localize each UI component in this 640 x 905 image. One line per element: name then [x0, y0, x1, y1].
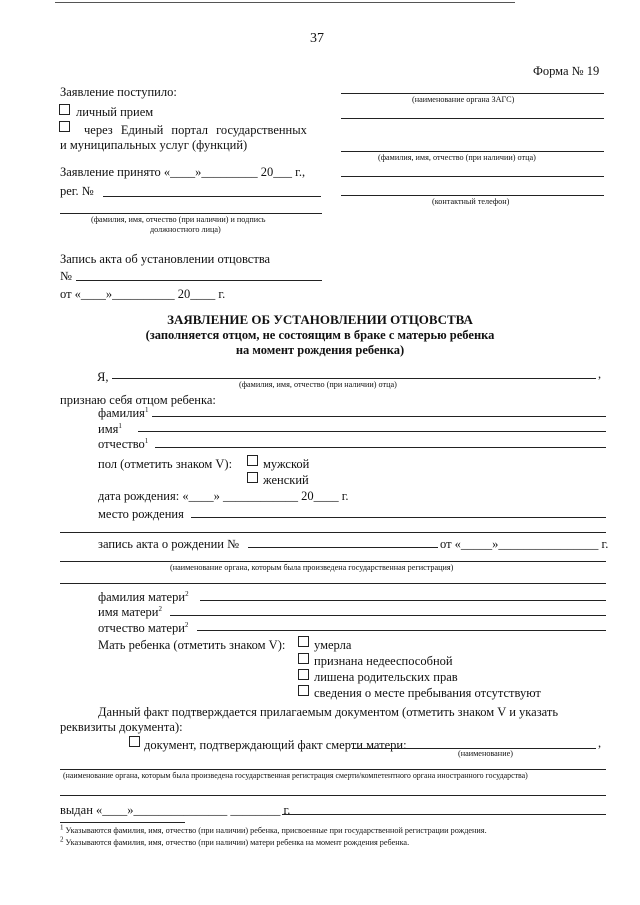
deprived-label: лишена родительских прав: [314, 670, 458, 684]
female-checkbox[interactable]: [247, 472, 258, 483]
mother-patronymic-text: отчество матери: [98, 621, 185, 635]
footnote-2-text: Указываются фамилия, имя, отчество (при наличии) матери ребенка на момент рождения ребенка.: [65, 838, 410, 847]
official-caption-2: должностного лица): [150, 225, 221, 234]
footnote-1-text: Указываются фамилия, имя, отчество (при наличии) ребенка, присвоенные при государственной регистрации рождения.: [65, 826, 487, 835]
died-label: умерла: [314, 638, 352, 652]
portal-label-2: и муниципальных услуг (функций): [60, 138, 248, 152]
birth-date: дата рождения: «____» ____________ 20____ г.: [98, 489, 349, 503]
authority-line[interactable]: [60, 769, 606, 770]
confirm-line-1: Данный факт подтверждается прилагаемым документом (отметить знаком V и указать: [98, 705, 559, 719]
registration-caption: (наименование органа, которым была произведена государственная регистрация): [170, 563, 454, 572]
incapable-checkbox[interactable]: [298, 653, 309, 664]
footnote-ref-1: 1: [144, 405, 149, 414]
child-surname-label: [98, 406, 148, 420]
name-caption: (наименование): [458, 749, 513, 758]
recognize-label: признаю себя отцом ребенка:: [60, 393, 216, 407]
male-label: мужской: [263, 457, 310, 471]
footnote-2-mark: 2: [60, 835, 64, 844]
mother-name-text: имя матери: [98, 605, 159, 619]
birth-record-number-line[interactable]: [248, 547, 438, 548]
phone-line[interactable]: [341, 195, 604, 196]
personal-label: личный прием: [76, 105, 154, 119]
mother-surname-label: [98, 590, 189, 604]
portal-label-1: через Единый портал государственных: [84, 123, 307, 137]
death-doc-label: документ, подтверждающий факт смерти матери:: [144, 738, 407, 752]
birth-place-line[interactable]: [191, 517, 606, 518]
mother-name-line[interactable]: [170, 615, 606, 616]
issued-line[interactable]: [282, 814, 606, 815]
child-name-label: [98, 422, 122, 436]
portal-checkbox[interactable]: [59, 121, 70, 132]
act-record-number-label: №: [60, 269, 72, 283]
act-record-label: Запись акта об установлении отцовства: [60, 252, 271, 266]
child-patronymic-line[interactable]: [155, 447, 606, 448]
issued-date: выдан «____»_______________ ________ г.: [60, 803, 291, 817]
footnote-ref-1c: 1: [144, 436, 149, 445]
birth-record-date: от «_____»________________ г.: [440, 537, 609, 551]
child-surname-line[interactable]: [152, 416, 606, 417]
zags-caption: (наименование органа ЗАГС): [412, 95, 515, 104]
mother-name-label: [98, 605, 162, 619]
father-line-top[interactable]: [341, 151, 604, 152]
footnote-ref-1b: 1: [118, 421, 122, 430]
footnote-1-mark: 1: [60, 823, 64, 832]
received-label: Заявление поступило:: [60, 85, 177, 99]
mother-patronymic-line[interactable]: [197, 630, 606, 631]
father-caption-top: (фамилия, имя, отчество (при наличии) отца): [378, 153, 536, 162]
official-signature-line[interactable]: [60, 213, 322, 214]
child-name-text: имя: [98, 422, 119, 436]
footnote-2: [60, 835, 410, 848]
male-checkbox[interactable]: [247, 455, 258, 466]
father-line-top-2[interactable]: [341, 176, 604, 177]
birth-place-line-2[interactable]: [60, 532, 606, 533]
mother-status-label: Мать ребенка (отметить знаком V):: [98, 638, 286, 652]
footnote-ref-2: 2: [185, 589, 189, 598]
reg-number-label: рег. №: [60, 184, 94, 198]
official-caption-1: (фамилия, имя, отчество (при наличии) и подпись: [91, 215, 266, 224]
birth-place-label: место рождения: [98, 507, 184, 521]
death-doc-comma: ,: [598, 736, 602, 750]
title-line-2: (заполняется отцом, не состоящим в браке с матерью ребенка: [145, 328, 495, 342]
form-number: Форма № 19: [533, 64, 600, 78]
father-name-caption: (фамилия, имя, отчество (при наличии) отца): [239, 380, 397, 389]
title-line-3: на момент рождения ребенка): [235, 343, 405, 357]
died-checkbox[interactable]: [298, 636, 309, 647]
page-top-border: [55, 2, 515, 3]
act-record-number-line[interactable]: [76, 280, 322, 281]
mother-surname-line[interactable]: [200, 600, 606, 601]
unknown-location-checkbox[interactable]: [298, 685, 309, 696]
death-doc-checkbox[interactable]: [129, 736, 140, 747]
deprived-checkbox[interactable]: [298, 669, 309, 680]
footnote-ref-2c: 2: [184, 620, 189, 629]
i-label: Я,: [97, 370, 109, 384]
female-label: женский: [263, 473, 309, 487]
registration-line-2[interactable]: [60, 583, 606, 584]
footnote-1: [60, 823, 487, 836]
registration-line[interactable]: [60, 561, 606, 562]
footnote-divider: [60, 822, 185, 823]
authority-caption: (наименование органа, которым была произведена государственная регистрация смерти/компетентного органа иностранного государства): [63, 771, 528, 780]
zags-line[interactable]: [341, 93, 604, 94]
title-line-1: ЗАЯВЛЕНИЕ ОБ УСТАНОВЛЕНИИ ОТЦОВСТВА: [167, 312, 473, 327]
confirm-line-2: реквизиты документа):: [60, 720, 183, 734]
child-patronymic-text: отчество: [98, 437, 145, 451]
child-name-line[interactable]: [138, 431, 606, 432]
birth-record-label: запись акта о рождении №: [98, 537, 240, 551]
mother-surname-text: фамилия матери: [98, 590, 186, 604]
footnote-ref-2b: 2: [158, 604, 162, 613]
personal-checkbox[interactable]: [59, 104, 70, 115]
sex-label: пол (отметить знаком V):: [98, 457, 233, 471]
accepted-date: Заявление принято «____»_________ 20___ г.,: [60, 165, 306, 179]
incapable-label: признана недееспособной: [314, 654, 453, 668]
page-number: 37: [310, 31, 324, 46]
authority-line-2[interactable]: [60, 795, 606, 796]
reg-number-line[interactable]: [103, 196, 321, 197]
child-patronymic-label: [98, 437, 148, 451]
act-record-date: от «____»__________ 20____ г.: [60, 287, 226, 301]
father-name-line[interactable]: [112, 378, 596, 379]
child-surname-text: фамилия: [98, 406, 145, 420]
father-comma: ,: [598, 367, 602, 381]
unknown-location-label: сведения о месте пребывания отсутствуют: [314, 686, 541, 700]
mother-patronymic-label: [98, 621, 188, 635]
zags-line-2[interactable]: [341, 118, 604, 119]
phone-caption: (контактный телефон): [432, 197, 510, 206]
